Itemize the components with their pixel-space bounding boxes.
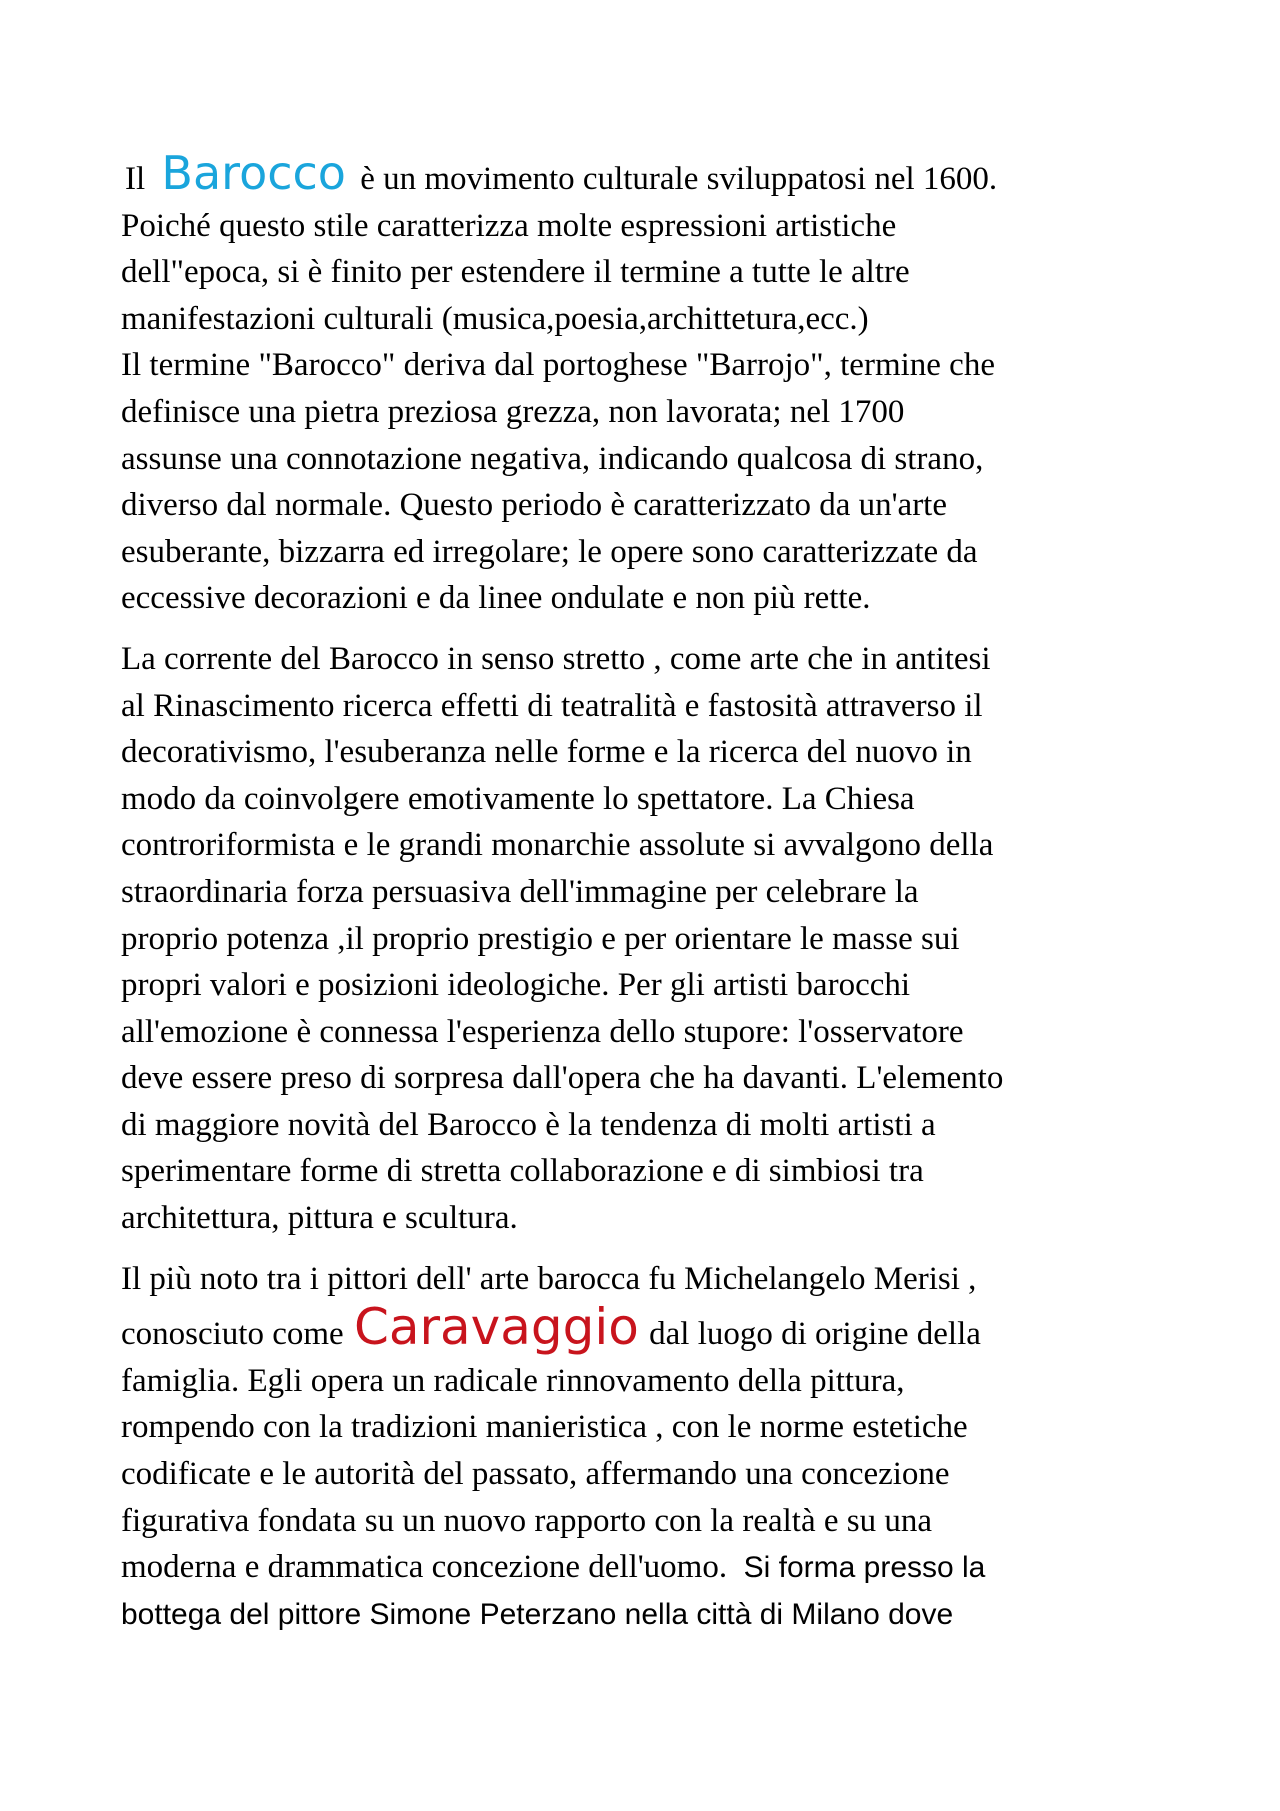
text-line: La corrente del Barocco in senso stretto , come arte che in antitesi — [121, 640, 991, 677]
text-line: di maggiore novità del Barocco è la tendenza di molti artisti a — [121, 1106, 936, 1143]
document-page — [121, 146, 1201, 1638]
text-line: figurativa fondata su un nuovo rapporto con la realtà e su una — [121, 1502, 932, 1539]
text-line: modo da coinvolgere emotivamente lo spettatore. La Chiesa — [121, 780, 915, 817]
barocco-highlight: Barocco — [161, 146, 346, 200]
text-line: decorativismo, l'esuberanza nelle forme e la ricerca del nuovo in — [121, 734, 972, 771]
text-line: Il termine "Barocco" deriva dal portoghese "Barrojo", termine che — [121, 347, 995, 384]
paragraph-barocco-corrente — [121, 636, 1201, 1242]
text-line: codificate e le autorità del passato, affermando una concezione — [121, 1456, 950, 1493]
text-line: definisce una pietra preziosa grezza, non lavorata; nel 1700 — [121, 393, 905, 430]
paragraph-barocco-intro — [121, 146, 1201, 622]
text-line: propri valori e posizioni ideologiche. Per gli artisti barocchi — [121, 967, 911, 1004]
text-line: al Rinascimento ricerca effetti di teatralità e fastosità attraverso il — [121, 687, 983, 724]
text-line: dell"epoca, si è finito per estendere il termine a tutte le altre — [121, 254, 910, 291]
mixed-font-line — [121, 1544, 1201, 1592]
text-line: deve essere preso di sorpresa dall'opera che ha davanti. L'elemento — [121, 1060, 1004, 1097]
text-line: rompendo con la tradizioni manieristica , con le norme estetiche — [121, 1409, 968, 1446]
text-line: controriformista e le grandi monarchie assolute si avvalgono della — [121, 827, 994, 864]
caravaggio-line-end: dal luogo di origine della — [640, 1316, 981, 1353]
text-line: esuberante, bizzarra ed irregolare; le opere sono caratterizzate da — [121, 533, 978, 570]
text-line: all'emozione è connessa l'esperienza dello stupore: l'osservatore — [121, 1013, 964, 1050]
mixed-line-serif: moderna e drammatica concezione dell'uomo. — [121, 1549, 728, 1586]
mixed-line-sans: Si forma presso la — [743, 1551, 986, 1585]
text-line: eccessive decorazioni e da linee ondulate e non più rette. — [121, 580, 871, 617]
intro-first-line-rest: è un movimento culturale sviluppatosi nel 1600. — [351, 161, 998, 197]
text-line: assunse una connotazione negativa, indicando qualcosa di strano, — [121, 440, 984, 477]
text-line: diverso dal normale. Questo periodo è caratterizzato da un'arte — [121, 487, 947, 524]
intro-word-il: Il — [125, 161, 154, 197]
text-line: manifestazioni culturali (musica,poesia,archittetura,ecc.) — [121, 300, 869, 337]
text-line: proprio potenza ,il proprio prestigio e per orientare le masse sui — [121, 920, 960, 957]
text-line: straordinaria forza persuasiva dell'immagine per celebrare la — [121, 873, 919, 910]
text-line: Il più noto tra i pittori dell' arte barocca fu Michelangelo Merisi , — [121, 1260, 977, 1297]
text-line: Poiché questo stile caratterizza molte espressioni artistiche — [121, 207, 897, 244]
caravaggio-line — [121, 1298, 1201, 1358]
final-line: bottega del pittore Simone Peterzano nella città di Milano dove — [121, 1597, 954, 1631]
text-line: architettura, pittura e scultura. — [121, 1200, 518, 1237]
caravaggio-highlight: Caravaggio — [353, 1298, 639, 1357]
intro-first-line — [121, 146, 1201, 203]
paragraph-caravaggio — [121, 1256, 1201, 1639]
text-line: sperimentare forme di stretta collaborazione e di simbiosi tra — [121, 1153, 924, 1190]
text-line: famiglia. Egli opera un radicale rinnovamento della pittura, — [121, 1362, 905, 1399]
caravaggio-line-start: conosciuto come — [121, 1316, 352, 1353]
